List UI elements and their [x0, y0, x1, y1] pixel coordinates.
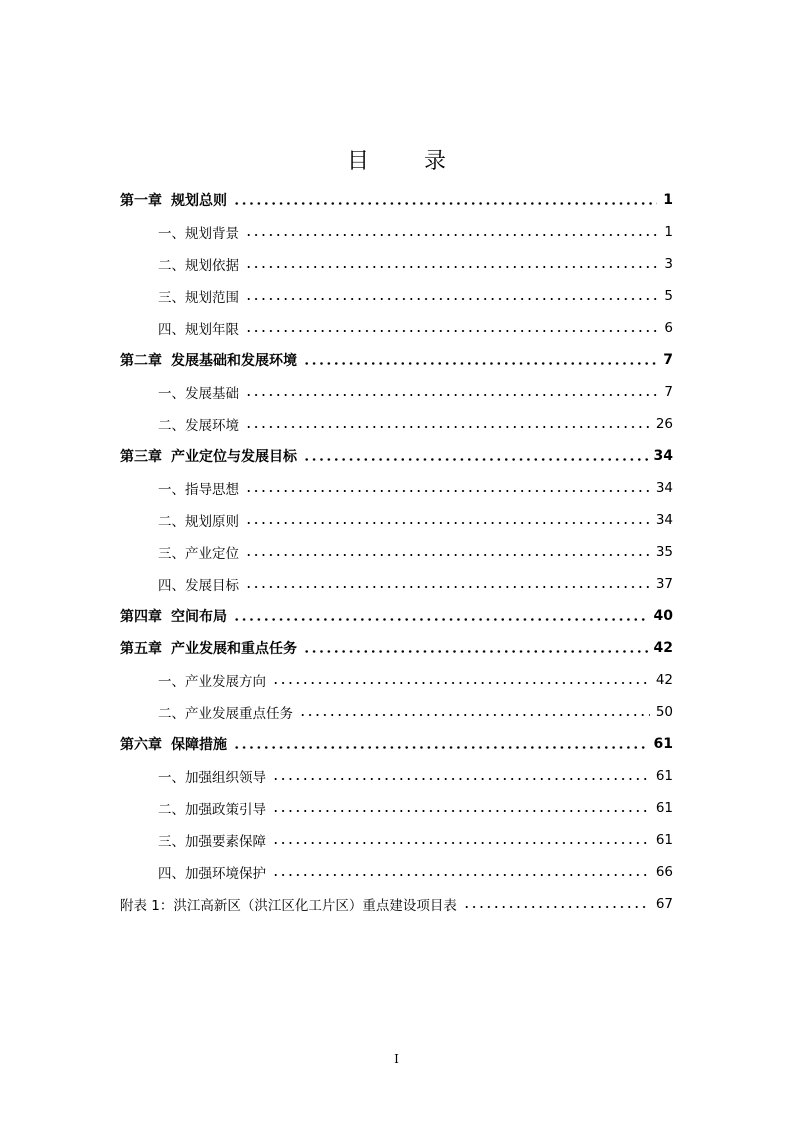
toc-entry-title: [120, 350, 297, 370]
toc-section-entry[interactable]: [120, 696, 673, 728]
dot-leader: [299, 714, 650, 716]
toc-page-number: 35: [655, 544, 673, 560]
toc-chapter-number: 第六章: [120, 737, 162, 753]
toc-entry-title: [120, 190, 227, 210]
toc-page-number: 5: [664, 288, 673, 304]
toc-entry-text: 发展基础和发展环境: [171, 353, 297, 369]
toc-entry-title: [158, 510, 239, 530]
dot-leader: [272, 778, 650, 780]
toc-entry-title: [158, 798, 266, 818]
toc-section-entry[interactable]: [120, 280, 673, 312]
toc-entry-title: [120, 734, 227, 754]
toc-chapter-entry[interactable]: [120, 632, 673, 664]
toc-section-entry[interactable]: [120, 248, 673, 280]
toc-entry-text: 产业定位与发展目标: [171, 449, 297, 465]
toc-entry-title: [158, 222, 239, 242]
toc-entry-text: 四、规划年限: [158, 322, 239, 338]
toc-page-number: 50: [655, 704, 673, 720]
toc-entry-text: 规划总则: [171, 193, 227, 209]
toc-page-number: 61: [655, 768, 673, 784]
dot-leader: [233, 202, 657, 205]
toc-entry-title: [158, 542, 239, 562]
toc-entry-text: 四、加强环境保护: [158, 866, 266, 882]
toc-chapter-entry[interactable]: [120, 184, 673, 216]
toc-section-entry[interactable]: [120, 408, 673, 440]
toc-entry-text: 一、发展基础: [158, 386, 239, 402]
toc-entry-text: 一、指导思想: [158, 482, 239, 498]
toc-page-number: 7: [663, 352, 673, 368]
dot-leader: [245, 234, 658, 236]
toc-entry-text: 空间布局: [171, 609, 227, 625]
toc-entry-text: 一、加强组织领导: [158, 770, 266, 786]
toc-chapter-entry[interactable]: [120, 728, 673, 760]
toc-section-entry[interactable]: [120, 504, 673, 536]
toc-page-number: 34: [655, 480, 673, 496]
toc-page-number: 61: [655, 800, 673, 816]
toc-entry-title: [120, 446, 297, 466]
dot-leader: [245, 522, 650, 524]
toc-section-entry[interactable]: [120, 760, 673, 792]
dot-leader: [272, 810, 650, 812]
dot-leader: [272, 874, 650, 876]
toc-entry-title: [158, 318, 239, 338]
toc-entry-text: 二、发展环境: [158, 418, 239, 434]
dot-leader: [233, 746, 648, 749]
dot-leader: [245, 426, 650, 428]
toc-section-entry[interactable]: [120, 792, 673, 824]
toc-entry-title: [120, 606, 227, 626]
dot-leader: [463, 906, 650, 908]
toc-section-entry[interactable]: [120, 856, 673, 888]
toc-chapter-number: 第三章: [120, 449, 162, 465]
toc-entry-title: [158, 254, 239, 274]
dot-leader: [245, 266, 658, 268]
toc-entry-title: [158, 862, 266, 882]
toc-entry-text: 产业发展和重点任务: [171, 641, 297, 657]
toc-page-number: 1: [663, 192, 673, 208]
toc-entry-text: 二、规划原则: [158, 514, 239, 530]
dot-leader: [245, 298, 658, 300]
toc-entry-title: [158, 382, 239, 402]
dot-leader: [272, 842, 650, 844]
toc-entry-title: [158, 478, 239, 498]
toc-entry-title: [120, 894, 457, 914]
toc-chapter-entry[interactable]: [120, 440, 673, 472]
toc-section-entry[interactable]: [120, 568, 673, 600]
toc-chapter-entry[interactable]: [120, 344, 673, 376]
toc-page-number: 6: [664, 320, 673, 336]
toc-page-number: 7: [664, 384, 673, 400]
toc-page-number: 37: [655, 576, 673, 592]
toc-chapter-number: 第一章: [120, 193, 162, 209]
dot-leader: [303, 458, 648, 461]
toc-section-entry[interactable]: [120, 536, 673, 568]
toc-appendix-entry[interactable]: [120, 888, 673, 920]
toc-page-number: 34: [655, 512, 673, 528]
toc-page-number: 61: [655, 832, 673, 848]
dot-leader: [245, 554, 650, 556]
toc-entry-text: 附表 1：洪江高新区（洪江区化工片区）重点建设项目表: [120, 898, 457, 914]
toc-list: [120, 184, 673, 920]
toc-entry-text: 保障措施: [171, 737, 227, 753]
toc-page-number: 34: [653, 448, 673, 464]
toc-entry-text: 三、规划范围: [158, 290, 239, 306]
toc-chapter-number: 第四章: [120, 609, 162, 625]
toc-entry-title: [158, 574, 239, 594]
toc-entry-text: 一、规划背景: [158, 226, 239, 242]
toc-chapter-number: 第二章: [120, 353, 162, 369]
toc-page-number: 26: [655, 416, 673, 432]
toc-chapter-number: 第五章: [120, 641, 162, 657]
dot-leader: [245, 490, 650, 492]
page-number: I: [394, 1052, 399, 1066]
toc-section-entry[interactable]: [120, 472, 673, 504]
toc-entry-title: [158, 670, 266, 690]
dot-leader: [272, 682, 650, 684]
toc-section-entry[interactable]: [120, 312, 673, 344]
toc-entry-text: 四、发展目标: [158, 578, 239, 594]
dot-leader: [245, 394, 658, 396]
toc-page-number: 1: [664, 224, 673, 240]
toc-entry-text: 二、产业发展重点任务: [158, 706, 293, 722]
toc-chapter-entry[interactable]: [120, 600, 673, 632]
toc-entry-text: 二、规划依据: [158, 258, 239, 274]
dot-leader: [303, 362, 657, 365]
toc-page-number: 40: [653, 608, 673, 624]
toc-entry-title: [158, 766, 266, 786]
toc-entry-title: [158, 702, 293, 722]
toc-page-number: 42: [653, 640, 673, 656]
toc-entry-title: [120, 638, 297, 658]
dot-leader: [303, 650, 648, 653]
toc-entry-title: [158, 286, 239, 306]
toc-section-entry[interactable]: [120, 376, 673, 408]
toc-entry-text: 一、产业发展方向: [158, 674, 266, 690]
toc-page-number: 42: [655, 672, 673, 688]
dot-leader: [245, 330, 658, 332]
dot-leader: [245, 586, 650, 588]
toc-entry-title: [158, 414, 239, 434]
toc-entry-title: [158, 830, 266, 850]
page-title: 目 录: [347, 149, 470, 174]
toc-entry-text: 二、加强政策引导: [158, 802, 266, 818]
toc-page-number: 61: [653, 736, 673, 752]
toc-page-number: 66: [655, 864, 673, 880]
toc-section-entry[interactable]: [120, 664, 673, 696]
toc-entry-text: 三、加强要素保障: [158, 834, 266, 850]
toc-page-number: 3: [664, 256, 673, 272]
dot-leader: [233, 618, 648, 621]
toc-page-number: 67: [655, 896, 673, 912]
toc-entry-text: 三、产业定位: [158, 546, 239, 562]
toc-section-entry[interactable]: [120, 824, 673, 856]
toc-section-entry[interactable]: [120, 216, 673, 248]
